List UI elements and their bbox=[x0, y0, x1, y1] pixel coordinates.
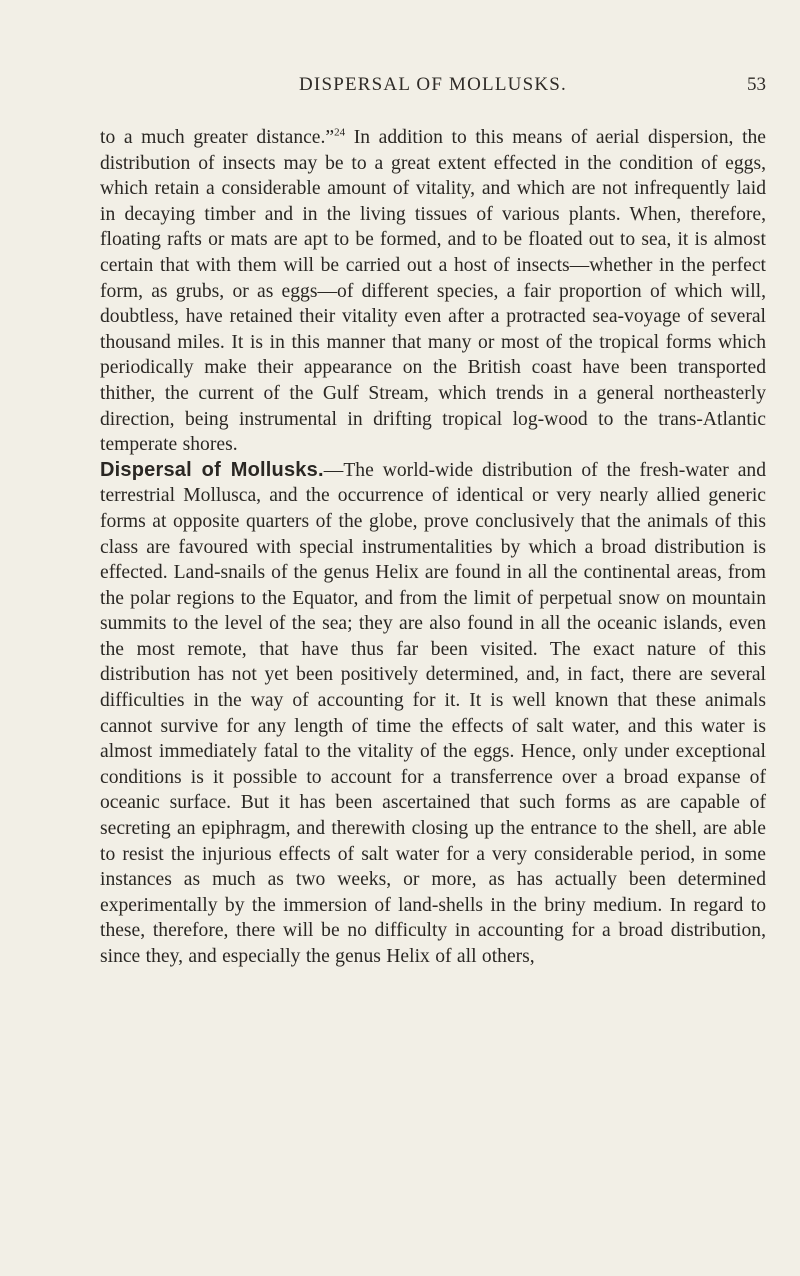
paragraph-aerial-dispersion bbox=[100, 125, 766, 458]
body-text bbox=[100, 125, 766, 970]
paragraph-text: —The world-wide distribution of the fresh-water and terrestrial Mollusca, and the occurrence of identical or very nearly allied generic forms at opposite quarters of the globe, prove conclusively that the animals of this class are favoured with special instrumentalities by which a broad distribution is effected. Land-snails of the genus Helix are found in all the continental areas, from the polar regions to the Equator, and from the limit of perpetual snow on mountain summits to the level of the sea; they are also found in all the oceanic islands, even the most remote, that have thus far been visited. The exact nature of this distribution has not yet been positively determined, and, in fact, there are several difficulties in the way of accounting for it. It is well known that these animals cannot survive for any length of time the effects of salt water, and this water is almost immediately fatal to the vitality of the eggs. Hence, only under exceptional conditions is it possible to account for a transferrence over a broad expanse of oceanic surface. But it has been ascertained that such forms as are capable of secreting an epiphragm, and therewith closing up the entrance to the shell, are able to resist the injurious effects of salt water for a very considerable period, in some instances as much as two weeks, or more, as has actually been determined experimentally by the immersion of land-shells in the briny medium. In regard to these, therefore, there will be no difficulty in accounting for a broad distribution, since they, and especially the genus Helix of all others, bbox=[100, 459, 766, 967]
running-head bbox=[100, 74, 766, 102]
footnote-reference: 24 bbox=[334, 126, 346, 139]
section-heading: Dispersal of Mollusks. bbox=[100, 458, 324, 481]
paragraph-dispersal-of-mollusks bbox=[100, 458, 766, 970]
running-title: DISPERSAL OF MOLLUSKS. bbox=[299, 74, 567, 95]
paragraph-opening: to a much greater distance.” bbox=[100, 127, 335, 148]
paragraph-text: In addition to this means of aerial dispersion, the distribution of insects may be to a great extent effected in the condition of eggs, which retain a considerable amount of vitality, and which are not infrequently laid in decaying timber and in the living tissues of various plants. When, therefore, floating rafts or mats are apt to be formed, and to be floated out to sea, it is almost certain that with them will be carried out a host of insects—whether in the perfect form, as grubs, or as eggs—of different species, a fair proportion of which will, doubtless, have retained their vitality even after a protracted sea-voyage of several thousand miles. It is in this manner that many or most of the tropical forms which periodically make their appearance on the British coast have been transported thither, the current of the Gulf Stream, which trends in a general northeasterly direction, being instrumental in drifting tropical log-wood to the trans-Atlantic temperate shores. bbox=[100, 127, 767, 456]
page-number: 53 bbox=[747, 74, 766, 95]
